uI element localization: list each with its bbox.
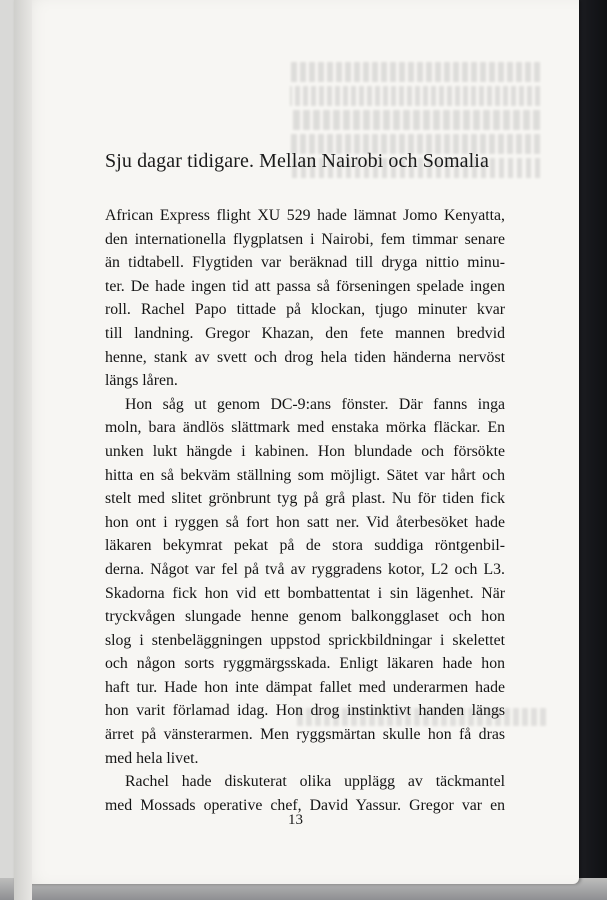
text-line: stelt med slitet grönbrunt tyg på grå plast. Nu för tiden fick <box>105 490 505 508</box>
text-line: läkaren bekymrat pekat på de stora suddiga röntgenbil- <box>105 537 505 555</box>
text-line: hitta en så bekväm ställning som möjligt. Sätet var hårt och <box>105 466 505 484</box>
text-line: Skadorna fick hon vid ett bombattentat i sin lägenhet. När <box>105 584 505 602</box>
text-line: African Express flight XU 529 hade lämnat Jomo Kenyatta, <box>105 207 505 224</box>
paragraph <box>105 393 505 771</box>
text-line: haft tur. Hade hon inte dämpat fallet med underarmen hade <box>105 678 505 696</box>
text-line: henne, stank av svett och drog hela tiden händerna nervöst <box>105 348 505 366</box>
paragraph <box>105 204 505 393</box>
text-line: unken lukt hängde i kabinen. Hon blundade och försökte <box>105 442 505 460</box>
text-line: längs låren. <box>105 372 178 390</box>
text-line: med hela livet. <box>105 749 199 767</box>
body-text <box>105 204 505 817</box>
text-line: tryckvågen slungade henne genom balkongglaset och hon <box>105 608 505 626</box>
text-line: derna. Något var fel på två av ryggradens kotor, L2 och L3. <box>105 560 505 578</box>
text-line: till landning. Gregor Khazan, den fete mannen bredvid <box>105 324 505 342</box>
text-line: den internationella flygplatsen i Nairobi, fem timmar senare <box>105 230 505 248</box>
page-gutter-shadow <box>14 0 32 900</box>
text-line: med Mossads operative chef, David Yassur. Gregor var en <box>105 796 505 814</box>
text-line: roll. Rachel Papo tittade på klockan, tjugo minuter kvar <box>105 301 505 319</box>
text-line: än tidtabell. Flygtiden var beräknad till dryga nittio minu- <box>105 254 505 272</box>
text-line: och någon sorts ryggmärgsskada. Enligt läkaren hade hon <box>105 655 505 673</box>
text-line: moln, bara ändlös slättmark med enstaka mörka fläckar. En <box>105 419 505 437</box>
text-line: Hon såg ut genom DC-9:ans fönster. Där fanns inga <box>125 395 505 413</box>
paragraph <box>105 770 505 817</box>
page-number: 13 <box>288 812 303 828</box>
text-line: hon varit förlamad idag. Hon drog instinktivt handen längs <box>105 702 505 720</box>
text-line: ärret på vänsterarmen. Men ryggsmärtan skulle hon få dras <box>105 726 505 744</box>
text-line: slog i stenbeläggningen uppstod sprickbildningar i skelettet <box>105 631 505 649</box>
text-line: Rachel hade diskuterat olika upplägg av täckmantel <box>125 773 505 791</box>
text-line: ter. De hade ingen tid att passa så förseningen spelade ingen <box>105 277 505 295</box>
chapter-heading: Sju dagar tidigare. Mellan Nairobi och Somalia <box>105 150 489 172</box>
text-line: hon ont i ryggen så fort hon satt ner. Vid återbesöket hade <box>105 513 505 531</box>
